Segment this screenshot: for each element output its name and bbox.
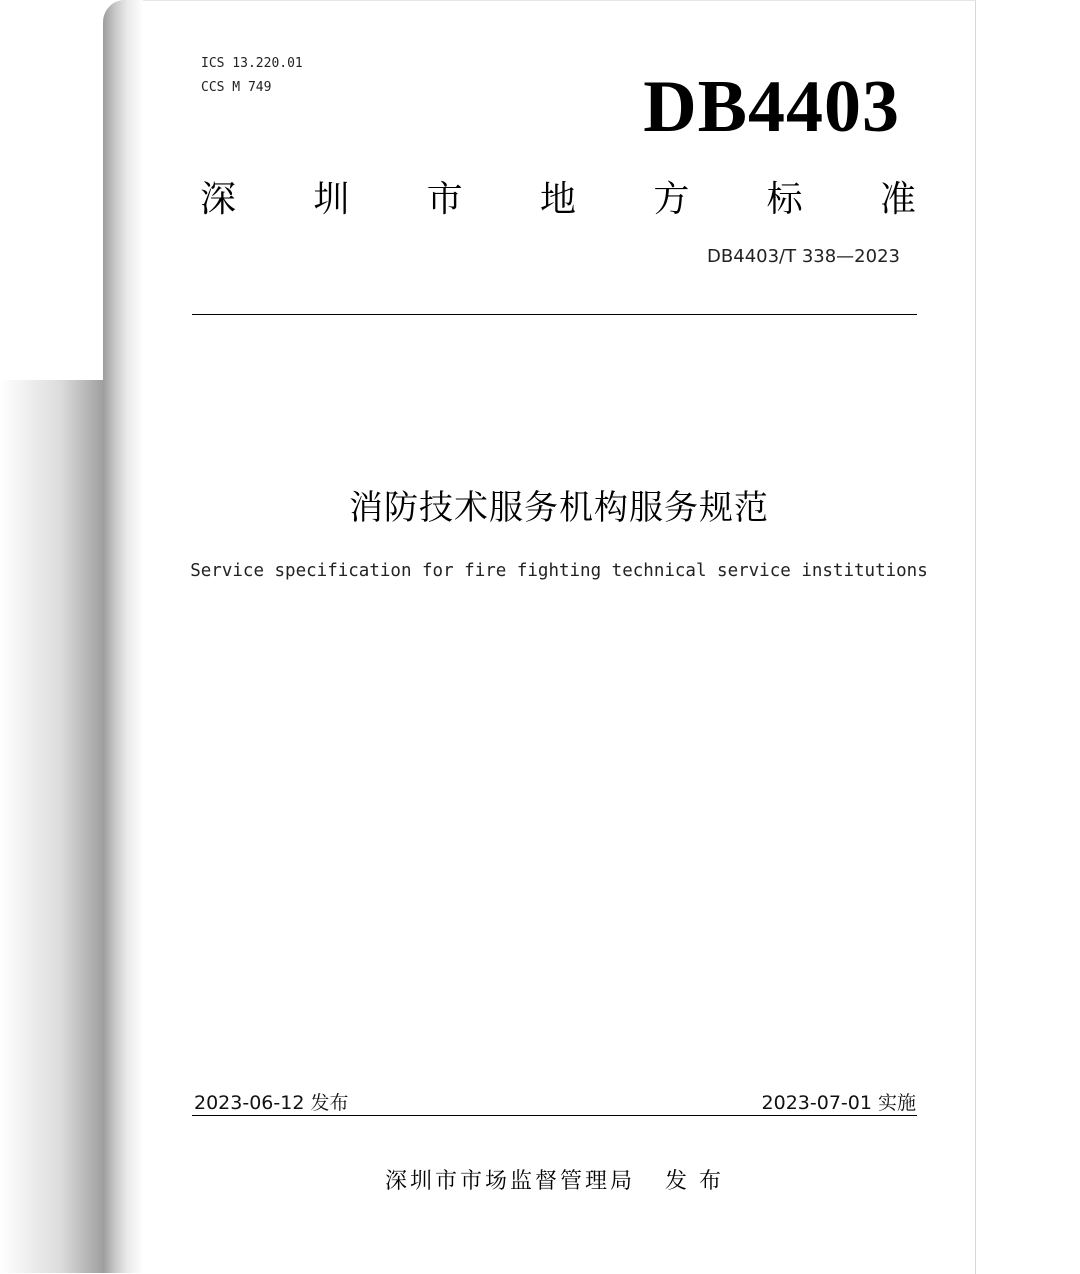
- standard-type-char: 标: [766, 179, 803, 220]
- standard-type-char: 深: [200, 179, 237, 220]
- publisher-action: 发布: [665, 1169, 734, 1194]
- header-divider: [192, 314, 917, 315]
- implementation-date: 2023-07-01 实施: [761, 1092, 916, 1114]
- book-spine: [103, 0, 143, 1273]
- standard-type-heading: [200, 175, 916, 225]
- ccs-code: CCS M 749: [201, 80, 272, 95]
- standard-type-char: 地: [539, 179, 576, 220]
- standard-type-char: 市: [426, 179, 463, 220]
- book-shadow: [0, 380, 110, 1273]
- publisher-line: [143, 1164, 975, 1195]
- standard-type-char: 方: [653, 179, 690, 220]
- release-date: 2023-06-12 发布: [194, 1092, 349, 1114]
- standard-code-logo: DB4403: [643, 66, 900, 148]
- footer-divider: [192, 1115, 917, 1116]
- publisher-org: 深圳市市场监督管理局: [384, 1169, 635, 1194]
- standard-type-char: 圳: [313, 179, 350, 220]
- title-english: Service specification for fire fighting technical service institutions: [190, 561, 928, 581]
- standard-number: DB4403/T 338—2023: [707, 246, 900, 267]
- title-chinese: 消防技术服务机构服务规范: [349, 488, 769, 528]
- ics-code: ICS 13.220.01: [201, 56, 303, 71]
- standard-type-char: 准: [879, 179, 916, 220]
